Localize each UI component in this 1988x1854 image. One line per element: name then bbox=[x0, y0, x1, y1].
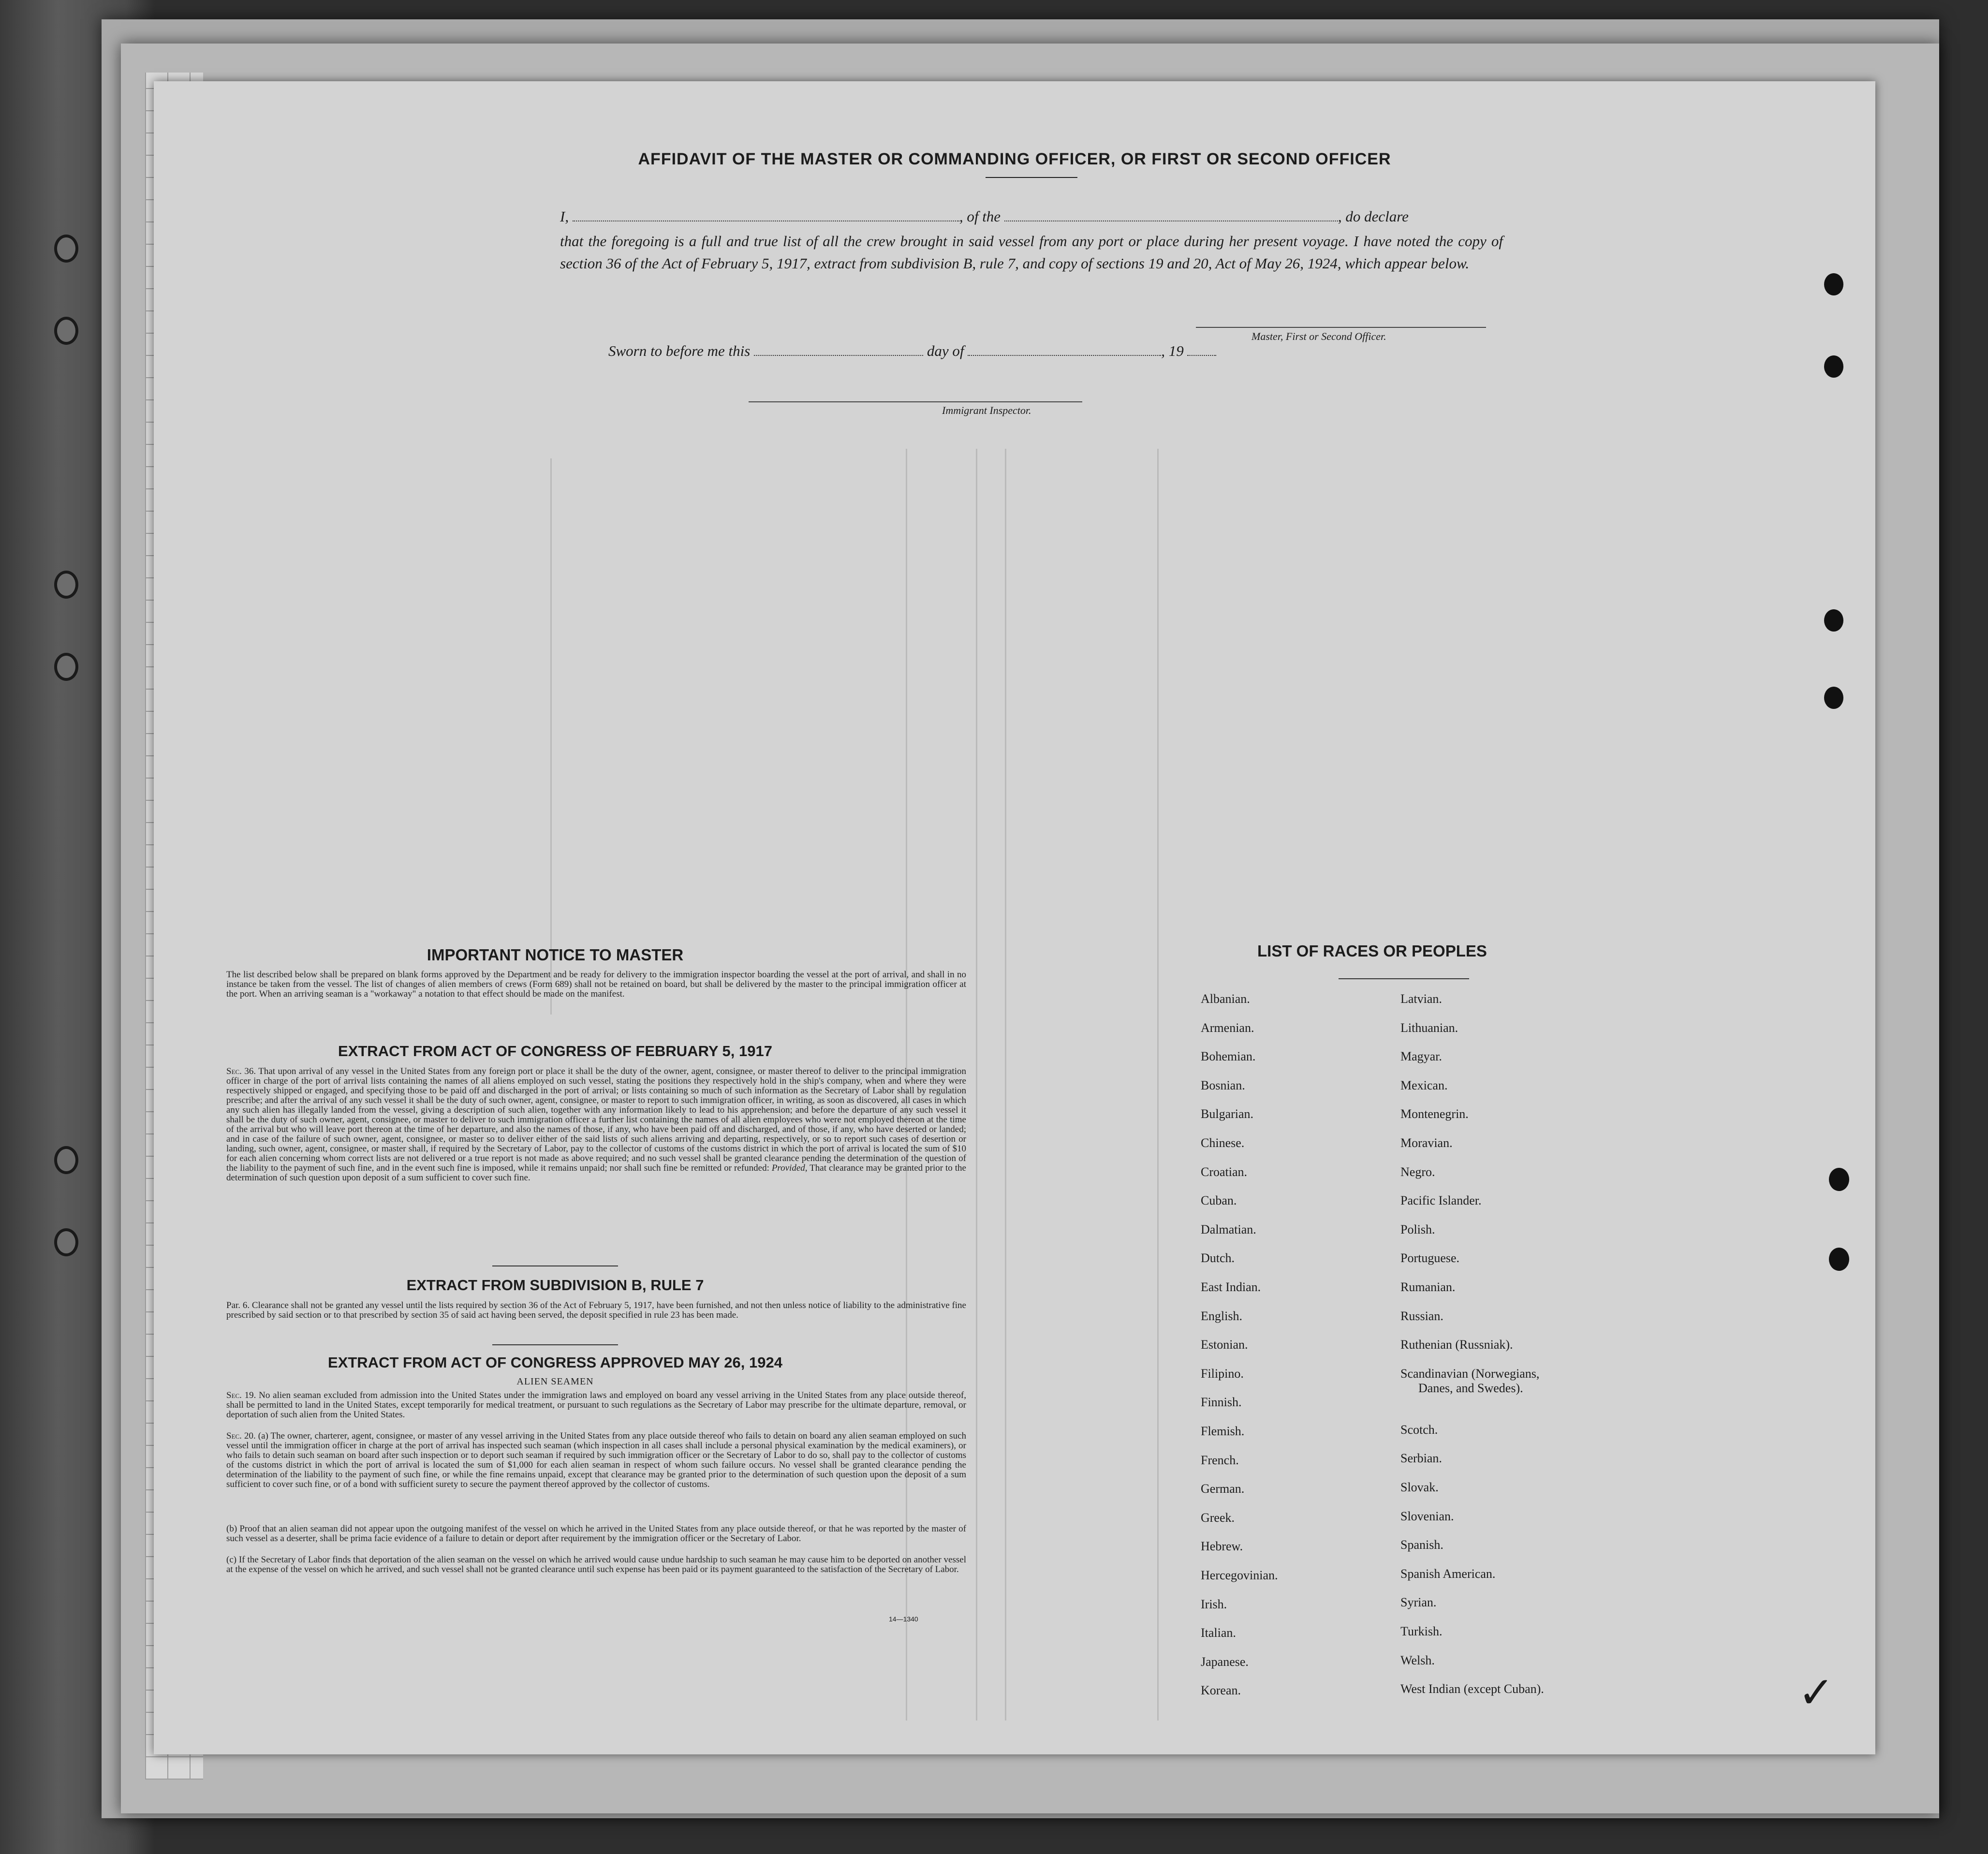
race-item: Moravian. bbox=[1400, 1136, 1453, 1150]
race-item: Japanese. bbox=[1201, 1654, 1249, 1669]
section-20-label: Sec. 20. bbox=[226, 1431, 256, 1441]
race-item: Hebrew. bbox=[1201, 1539, 1243, 1554]
section-20a-text bbox=[226, 1431, 966, 1489]
section-divider bbox=[492, 1265, 618, 1266]
section-20c-text: (c) If the Secretary of Labor finds that deportation of the alien seaman on the vessel on which he arrived would cause undue hardship to such seaman he may cause him to be deported on another vessel at the expense of the vessel on which he arrived, and such vessel shall not be granted clearance until such expense has been paid or its payment guaranteed to the satisfaction of the Secretary of Labor. bbox=[226, 1555, 966, 1574]
race-item: Lithuanian. bbox=[1400, 1020, 1458, 1035]
binder-hole-icon bbox=[1829, 1168, 1849, 1191]
race-item: Slovenian. bbox=[1400, 1509, 1454, 1523]
race-item: Irish. bbox=[1201, 1597, 1227, 1611]
race-item: Spanish. bbox=[1400, 1538, 1443, 1552]
races-title: LIST OF RACES OR PEOPLES bbox=[1257, 942, 1487, 960]
section-19-body: No alien seaman excluded from admission into the United States under the immigration laws and employed on board any vessel arriving in the United States from any place outside thereof, shall be permitted to land in the United States, except temporarily for medical treatment, or pursuant to such regulations as the Secretary of Labor may prescribe for the ultimate departure, removal, or deportation of such alien from the United States. bbox=[226, 1390, 966, 1420]
extract-1917-title: EXTRACT FROM ACT OF CONGRESS OF FEBRUARY 5, 1917 bbox=[338, 1043, 772, 1059]
extract-1917-text bbox=[226, 1067, 966, 1183]
race-item: Portuguese. bbox=[1400, 1251, 1460, 1265]
race-item: Albanian. bbox=[1201, 992, 1250, 1006]
section-19-text bbox=[226, 1391, 966, 1420]
master-signature-line[interactable] bbox=[1196, 327, 1486, 328]
subdivision-b-text: Par. 6. Clearance shall not be granted any vessel until the lists required by section 36 of the Act of February 5, 1917, have been furnished, and not then unless notice of liability to the administrative fine prescribed by said section or to that prescribed by section 35 of said act having been served, the deposit specified in rule 23 has been made. bbox=[226, 1300, 966, 1320]
race-item: Danes, and Swedes). bbox=[1418, 1381, 1523, 1395]
binder-hole-icon bbox=[54, 571, 78, 599]
section-36-end: That clearance may be granted prior to the determination of such question upon deposit of a sum sufficient to cover such fine. bbox=[226, 1163, 966, 1183]
title-rule bbox=[986, 177, 1077, 178]
binder-hole-icon bbox=[54, 1228, 78, 1256]
race-item: Filipino. bbox=[1201, 1366, 1244, 1381]
binder-hole-icon bbox=[1824, 687, 1843, 709]
race-item: Negro. bbox=[1400, 1164, 1435, 1179]
race-item: Welsh. bbox=[1400, 1653, 1435, 1667]
bleed-through-line bbox=[1157, 449, 1159, 1721]
section-19-label: Sec. 19. bbox=[226, 1390, 256, 1400]
sworn-day-of: day of bbox=[927, 342, 964, 359]
declaration-i: I, bbox=[560, 208, 569, 225]
sworn-day-blank[interactable] bbox=[754, 342, 923, 356]
race-item: Greek. bbox=[1201, 1510, 1235, 1525]
section-36-body: That upon arrival of any vessel in the United States from any foreign port or place it shall be the duty of the owner, agent, consignee, or master thereof to deliver to the principal immigration officer in charge of the port of arrival lists containing the names of all aliens employed on such vessel, stating the positions they respectively hold in the ship's company, when and where they were respectively shipped or engaged, and specifying those to be paid off and discharged in the port of arrival; or lists containing so much of such information as the Secretary of Labor shall by regulation prescribe; and after the arrival of any such vessel it shall be the duty of such owner, agent, consignee, or master to report to such immigration officer, in writing, as soon as discovered, all cases in which any such alien has illegally landed from the vessel, giving a description of such alien, together with any information likely to lead to his apprehension; and before the departure of any such vessel it shall be the duty of such owner, agent, consignee, or master to deliver to such immigration officer a further list containing the names of all alien employees who were not employed thereon at the time of the arrival but who will leave port thereon at the time of her departure, and also the names of those, if any, who have been paid off and discharged, and of those, if any, who have deserted or landed; and in case of the failure of such owner, agent, consignee, or master so to deliver either of the said lists of such aliens arriving and departing, respectively, or so to report such cases of desertion or landing, such owner, agent, consignee, or master shall, if required by the Secretary of Labor, pay to the collector of customs of the customs district in which the port of arrival is located the sum of $10 for each alien concerning whom correct lists are not delivered or a true report is not made as above required; and no such vessel shall be granted clearance pending the determination of the question of the liability to the payment of such fine, and in the event such fine is imposed, while it remains unpaid; nor shall such fine be remitted or refunded: bbox=[226, 1066, 966, 1173]
affidavit-sheet bbox=[154, 81, 1875, 1754]
race-item: Syrian. bbox=[1400, 1595, 1437, 1610]
race-item: Estonian. bbox=[1201, 1338, 1248, 1352]
race-item: Korean. bbox=[1201, 1683, 1241, 1698]
alien-seamen-subtitle: ALIEN SEAMEN bbox=[516, 1376, 594, 1387]
declaration-line-1 bbox=[560, 208, 1503, 225]
race-item: Chinese. bbox=[1201, 1136, 1245, 1150]
sworn-year-prefix: , 19 bbox=[1161, 342, 1184, 359]
race-item: Dalmatian. bbox=[1201, 1222, 1256, 1236]
race-item: Mexican. bbox=[1400, 1078, 1448, 1092]
race-item: Turkish. bbox=[1400, 1624, 1443, 1638]
subdivision-b-title: EXTRACT FROM SUBDIVISION B, RULE 7 bbox=[406, 1277, 704, 1294]
binder-hole-icon bbox=[54, 1146, 78, 1174]
check-mark-icon: ✓ bbox=[1798, 1667, 1835, 1718]
race-item: Bohemian. bbox=[1201, 1049, 1256, 1064]
provided-word: Provided, bbox=[771, 1163, 808, 1173]
inspector-label: Immigrant Inspector. bbox=[942, 404, 1031, 416]
race-item: Bosnian. bbox=[1201, 1078, 1245, 1092]
declaration-of-the: , of the bbox=[959, 208, 1001, 225]
binder-hole-icon bbox=[1824, 609, 1843, 632]
race-item: Finnish. bbox=[1201, 1395, 1242, 1410]
master-label: Master, First or Second Officer. bbox=[1252, 330, 1386, 342]
binder-hole-icon bbox=[1824, 355, 1843, 378]
race-item: Croatian. bbox=[1201, 1164, 1248, 1179]
binder-hole-icon bbox=[1829, 1248, 1849, 1271]
vessel-blank[interactable] bbox=[1004, 208, 1338, 221]
sworn-line bbox=[608, 342, 1216, 360]
race-item: Latvian. bbox=[1400, 992, 1442, 1006]
sworn-month-blank[interactable] bbox=[968, 342, 1161, 356]
form-number: 14—1340 bbox=[889, 1615, 918, 1623]
section-divider bbox=[492, 1344, 618, 1345]
extract-1924-title: EXTRACT FROM ACT OF CONGRESS APPROVED MAY 26, 1924 bbox=[328, 1354, 782, 1371]
declaration-do-declare: , do declare bbox=[1338, 208, 1409, 225]
race-item: Ruthenian (Russniak). bbox=[1400, 1338, 1513, 1352]
race-item: West Indian (except Cuban). bbox=[1400, 1682, 1544, 1696]
race-item: Cuban. bbox=[1201, 1193, 1237, 1208]
race-item: Armenian. bbox=[1201, 1020, 1254, 1035]
race-item: Slovak. bbox=[1400, 1480, 1439, 1494]
race-item: Pacific Islander. bbox=[1400, 1193, 1482, 1208]
races-title-rule bbox=[1339, 978, 1469, 979]
race-item: Serbian. bbox=[1400, 1451, 1442, 1466]
binder-hole-icon bbox=[54, 653, 78, 681]
notice-title: IMPORTANT NOTICE TO MASTER bbox=[427, 946, 684, 964]
race-item: Bulgarian. bbox=[1201, 1107, 1254, 1121]
race-item: German. bbox=[1201, 1482, 1245, 1496]
section-20a-body: (a) The owner, charterer, agent, consignee, or master of any vessel arriving in the United States from any place outside thereof who fails to detain on board any alien seaman employed on such vessel until the immigration officer in charge at the port of arrival has inspected such seaman (which inspection in all cases shall include a personal physical examination by the medical examiners), or who fails to detain such seaman on board after such inspection or to deport such seaman if required by such immigration officer or the Secretary of Labor to do so, shall pay to the collector of customs of the customs district in which the port of arrival is located the sum of $1,000 for each alien seaman in respect of whom such failure occurs. No vessel shall be granted clearance pending the determination of the liability to the payment of such fine, or while the fine remains unpaid, except that clearance may be granted prior to the determination of such question upon the deposit of a sum sufficient to cover such fine, or of a bond with sufficient surety to secure the payment thereof approved by the collector of customs. bbox=[226, 1431, 967, 1489]
race-item: Magyar. bbox=[1400, 1049, 1442, 1064]
race-item: Hercegovinian. bbox=[1201, 1568, 1278, 1582]
race-item: Spanish American. bbox=[1400, 1566, 1496, 1581]
inspector-signature-line[interactable] bbox=[749, 401, 1082, 402]
race-item: English. bbox=[1201, 1309, 1242, 1323]
section-36-label: Sec. 36. bbox=[226, 1066, 256, 1076]
section-20b-text: (b) Proof that an alien seaman did not appear upon the outgoing manifest of the vessel on which he arrived in the United States from any place outside thereof, or that he was reported by the master of such vessel as a deserter, shall be prima facie evidence of a failure to detain or deport after requirement by the immigration officer or the Secretary of Labor. bbox=[226, 1524, 966, 1544]
binder-hole-icon bbox=[1824, 273, 1843, 295]
bleed-through-line bbox=[976, 449, 977, 1721]
declaration-body: that the foregoing is a full and true list of all the crew brought in said vessel from any port or place during her present voyage. I have noted the copy of section 36 of the Act of February 5, 1917, extract from subdivision B, rule 7, and copy of sections 19 and 20, Act of May 26, 1924, which appear below. bbox=[560, 233, 1503, 272]
race-item: Russian. bbox=[1400, 1309, 1443, 1323]
sworn-text: Sworn to before me this bbox=[608, 342, 751, 359]
race-item: French. bbox=[1201, 1453, 1239, 1467]
race-item: Italian. bbox=[1201, 1626, 1236, 1640]
race-item: East Indian. bbox=[1201, 1280, 1261, 1294]
race-item: Scandinavian (Norwegians, bbox=[1400, 1366, 1540, 1381]
name-blank[interactable] bbox=[573, 208, 959, 221]
affidavit-title: AFFIDAVIT OF THE MASTER OR COMMANDING OFFICER, OR FIRST OR SECOND OFFICER bbox=[638, 150, 1391, 168]
notice-text: The list described below shall be prepared on blank forms approved by the Department and be ready for delivery to the immigration inspector boarding the vessel at the port of arrival, and shall in no instance be taken from the vessel. The list of changes of alien members of crews (Form 689) shall not be retained on board, but shall be delivered by the master to the principal immigration officer at the port. When an arriving seaman is a "workaway" a notation to that effect should be made on the manifest. bbox=[226, 970, 966, 999]
binder-hole-icon bbox=[54, 235, 78, 263]
bleed-through-line bbox=[1005, 449, 1006, 1721]
race-item: Polish. bbox=[1400, 1222, 1435, 1236]
race-item: Dutch. bbox=[1201, 1251, 1235, 1265]
race-item: Montenegrin. bbox=[1400, 1107, 1469, 1121]
bleed-through-line bbox=[550, 458, 552, 1015]
binder-hole-icon bbox=[54, 317, 78, 345]
race-item: Rumanian. bbox=[1400, 1280, 1456, 1294]
race-item: Scotch. bbox=[1400, 1422, 1438, 1437]
race-item: Flemish. bbox=[1201, 1424, 1245, 1438]
sworn-year-blank[interactable] bbox=[1187, 342, 1216, 356]
